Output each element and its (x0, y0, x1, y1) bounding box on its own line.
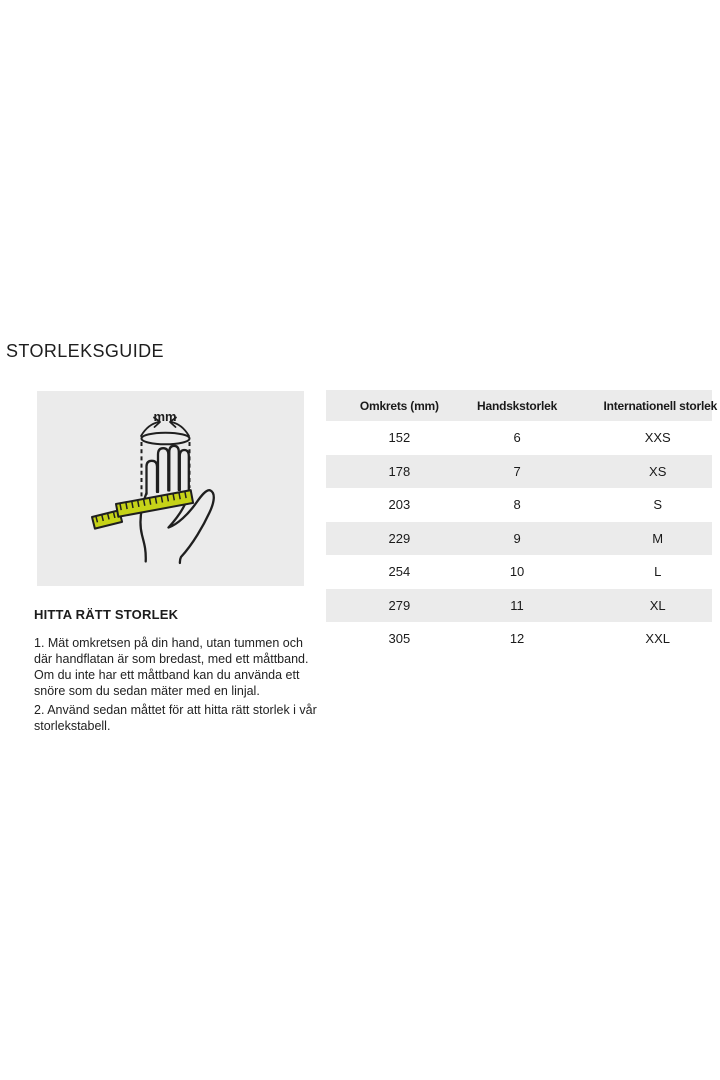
cell-glove-size: 11 (510, 597, 524, 613)
page-title: STORLEKSGUIDE (6, 341, 164, 361)
instruction-step-1: 1. Mät omkretsen på din hand, utan tummen och där handflatan är som bredast, med ett måttband. Om du inte har ett måttband kan du använda ett snöre som du sedan mäter med en linjal. (34, 636, 309, 698)
table-row (326, 455, 712, 489)
table-row (326, 555, 712, 589)
cell-international-size: M (652, 530, 664, 546)
cell-circumference: 152 (388, 430, 411, 446)
column-header-circumference: Omkrets (mm) (326, 390, 473, 421)
table-row (326, 622, 712, 656)
find-right-size-heading: HITTA RÄTT STORLEK (34, 607, 179, 622)
cell-circumference: 279 (388, 597, 411, 613)
cell-circumference: 305 (388, 631, 411, 647)
cell-international-size: XS (649, 463, 667, 479)
cell-glove-size: 8 (513, 497, 521, 513)
measurement-cylinder (142, 433, 190, 498)
cell-glove-size: 7 (513, 463, 521, 479)
cell-glove-size: 12 (509, 631, 525, 647)
mm-label: mm (153, 409, 177, 424)
cell-glove-size: 9 (513, 530, 521, 546)
cell-circumference: 254 (388, 564, 411, 580)
cell-circumference: 203 (388, 497, 411, 513)
cell-international-size: XL (649, 597, 666, 613)
table-row (326, 421, 712, 455)
size-table (326, 390, 718, 656)
cell-international-size: L (654, 564, 662, 580)
cell-international-size: XXS (644, 430, 671, 446)
column-header-international-size: Internationell storlek (561, 390, 712, 421)
instruction-step-2: 2. Använd sedan måttet för att hitta rätt storlek i vår storlekstabell. (34, 703, 317, 733)
column-header-glove-size: Handskstorlek (473, 390, 562, 421)
cell-circumference: 229 (388, 530, 411, 546)
cell-international-size: XXL (645, 631, 670, 647)
cell-circumference: 178 (388, 463, 411, 479)
table-header-row (326, 390, 712, 421)
cell-glove-size: 6 (513, 430, 521, 446)
hand-measurement-illustration (37, 391, 304, 586)
cell-international-size: S (653, 497, 663, 513)
table-row (326, 488, 712, 522)
table-row (326, 522, 712, 556)
cell-glove-size: 10 (509, 564, 525, 580)
hand-measure-icon (37, 391, 304, 586)
table-row (326, 589, 712, 623)
